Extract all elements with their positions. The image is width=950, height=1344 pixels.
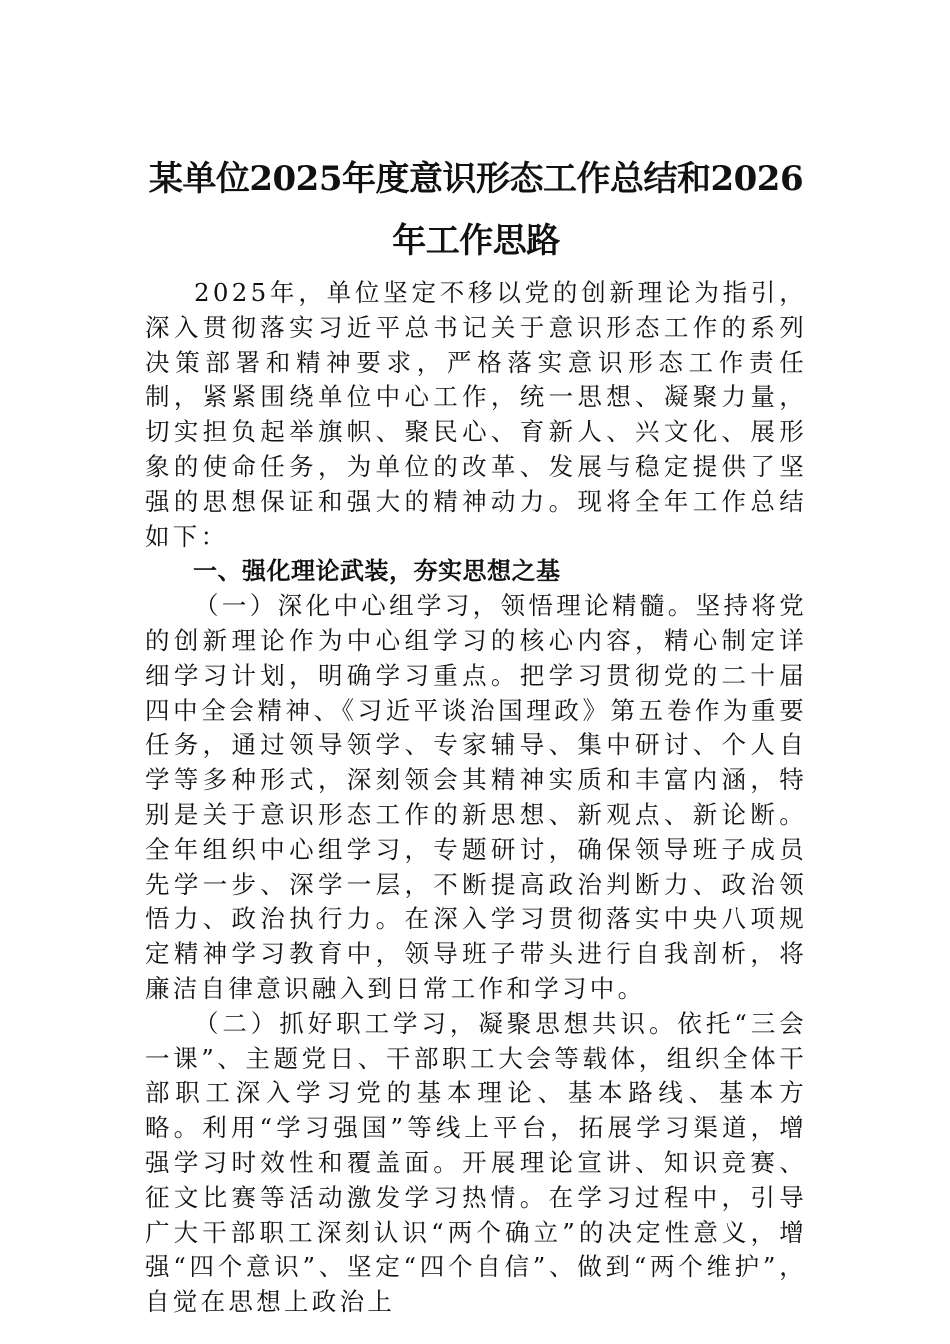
subsection-body: 依托“三会一课”、主题党日、干部职工大会等载体，组织全体干部职工深入学习党的基本理论、基本路线、基本方略。利用“学习强国”等线上平台，拓展学习渠道，增强学习时效性和覆盖面。开展理论宣讲、知识竞赛、征文比赛等活动激发学习热情。在学习过程中，引导广大干部职工深刻认识“两个确立”的决定性意义，增强“四个意识”、坚定“四个自信”、做到“两个维护”，自觉在思想上政治上 [145, 1008, 807, 1317]
document-title: 某单位2025年度意识形态工作总结和2026年工作思路 [148, 159, 804, 261]
subsection-2-paragraph [145, 1007, 807, 1320]
section-1 [145, 554, 807, 1320]
document-page [145, 148, 807, 1320]
section-heading: 一、强化理论武装，夯实思想之基 [193, 557, 561, 586]
subsection-lead: （二）抓好职工学习，凝聚思想共识。 [194, 1008, 678, 1038]
subsection-1-paragraph [145, 589, 807, 1007]
subsection-lead: （一）深化中心组学习，领悟理论精髓。 [194, 591, 696, 621]
intro-paragraph: 2025年，单位坚定不移以党的创新理论为指引，深入贯彻落实习近平总书记关于意识形态工作的系列决策部署和精神要求，严格落实意识形态工作责任制，紧紧围绕单位中心工作，统一思想、凝聚力量，切实担负起举旗帜、聚民心、育新人、兴文化、展形象的使命任务，为单位的改革、发展与稳定提供了坚强的思想保证和强大的精神动力。现将全年工作总结如下： [145, 278, 807, 551]
subsection-body: 坚持将党的创新理论作为中心组学习的核心内容，精心制定详细学习计划，明确学习重点。把学习贯彻党的二十届四中全会精神、《习近平谈治国理政》第五卷作为重要任务，通过领导领学、专家辅导、集中研讨、个人自学等多种形式，深刻领会其精神实质和丰富内涵，特别是关于意识形态工作的新思想、新观点、新论断。全年组织中心组学习，专题研讨，确保领导班子成员先学一步、深学一层，不断提高政治判断力、政治领悟力、政治执行力。在深入学习贯彻落实中央八项规定精神学习教育中，领导班子带头进行自我剖析，将廉洁自律意识融入到日常工作和学习中。 [145, 591, 807, 1003]
